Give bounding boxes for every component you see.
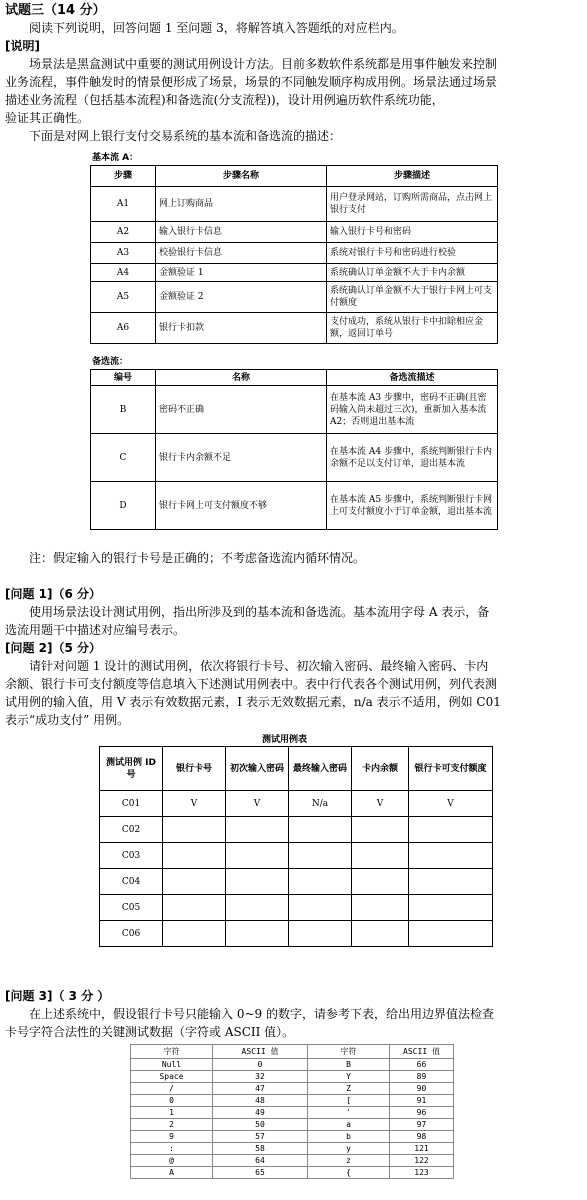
- table-header: 步骤描述: [327, 166, 498, 187]
- table-cell: 支付成功，系统从银行卡中扣除相应金额，返回订单号: [327, 313, 498, 344]
- q3-line: 在上述系统中，假设银行卡号只能输入 0~9 的数字，请参考下表，给出用边界值法检查: [29, 1007, 494, 1021]
- table-cell: 32: [213, 1071, 308, 1083]
- table-cell: 输入银行卡信息: [156, 222, 327, 243]
- table-cell: Z: [308, 1083, 390, 1095]
- q3-line: 卡号字符合法性的关键测试数据（字符或 ASCII 值）。: [5, 1025, 295, 1039]
- table-cell: 47: [213, 1083, 308, 1095]
- table-cell: @: [131, 1155, 213, 1167]
- table-cell: 89: [390, 1071, 454, 1083]
- paragraph-line: 场景法是黑盒测试中重要的测试用例设计方法。目前多数软件系统都是用事件触发来控制: [29, 57, 498, 71]
- table-header: 步骤名称: [156, 166, 327, 187]
- table-cell: V: [226, 791, 289, 817]
- table-cell: 在基本流 A5 步骤中，系统判断银行卡网上可支付额度小于订单金额，退出基本流: [327, 482, 498, 530]
- answer-cell: [289, 869, 352, 895]
- paragraph-line: 下面是对网上银行支付交易系统的基本流和备选流的描述：: [29, 129, 342, 143]
- alt-flow-table: [90, 369, 498, 530]
- table-cell: 49: [213, 1107, 308, 1119]
- table-cell: 66: [390, 1059, 454, 1071]
- table-cell: A1: [91, 187, 156, 222]
- question-title: 试题三（14 分）: [5, 3, 106, 18]
- q2-line: 试用例的输入值，用 V 表示有效数据元素，I 表示无效数据元素，n/a 表示不适用，例如 C01: [5, 695, 501, 709]
- answer-cell: [226, 895, 289, 921]
- table-cell: y: [308, 1143, 390, 1155]
- paragraph-line: 验证其正确性。: [5, 111, 90, 125]
- ascii-table: [130, 1044, 454, 1179]
- table-header: 银行卡号: [163, 747, 226, 791]
- table-cell: C01: [100, 791, 163, 817]
- table-cell: A3: [91, 243, 156, 264]
- table-cell: 121: [390, 1143, 454, 1155]
- table-cell: 0: [131, 1095, 213, 1107]
- table-cell: 系统对银行卡号和密码进行校验: [327, 243, 498, 264]
- table-cell: 9: [131, 1131, 213, 1143]
- table-cell: 90: [390, 1083, 454, 1095]
- answer-cell: [163, 843, 226, 869]
- paragraph-line: 描述业务流程（包括基本流程)和备选流(分支流程))，设计用例遍历软件系统功能，: [5, 93, 444, 107]
- answer-cell: [226, 869, 289, 895]
- table-header: 初次输入密码: [226, 747, 289, 791]
- table-cell: 98: [390, 1131, 454, 1143]
- table-cell: A6: [91, 313, 156, 344]
- answer-cell: [409, 895, 493, 921]
- table-cell: B: [308, 1059, 390, 1071]
- table-cell: 银行卡扣款: [156, 313, 327, 344]
- table-cell: N/a: [289, 791, 352, 817]
- table-cell: 122: [390, 1155, 454, 1167]
- table-cell: [: [308, 1095, 390, 1107]
- table-cell: 在基本流 A3 步骤中，密码不正确(且密码输入尚未超过三次)，重新加入基本流 A2；否则退出基本流: [327, 386, 498, 434]
- q1-line: 选流用题干中描述对应编号表示。: [5, 623, 186, 637]
- answer-cell: [163, 869, 226, 895]
- table-cell: C04: [100, 869, 163, 895]
- table-cell: 64: [213, 1155, 308, 1167]
- answer-cell: [409, 843, 493, 869]
- table-cell: 1: [131, 1107, 213, 1119]
- basic-flow-caption: 基本流 A：: [92, 153, 139, 163]
- table-header: 步骤: [91, 166, 156, 187]
- table-cell: A4: [91, 264, 156, 282]
- table-header: 名称: [156, 370, 327, 386]
- table-header: 测试用例 ID 号: [100, 747, 163, 791]
- answer-cell: [289, 817, 352, 843]
- table-cell: 输入银行卡号和密码: [327, 222, 498, 243]
- table-header: 字符: [131, 1045, 213, 1059]
- case-table-caption: 测试用例表: [262, 735, 308, 745]
- answer-cell: [352, 869, 409, 895]
- table-cell: {: [308, 1167, 390, 1179]
- table-cell: 银行卡内余额不足: [156, 434, 327, 482]
- table-cell: C02: [100, 817, 163, 843]
- q1-heading: [问题 1]（6 分）: [5, 587, 102, 601]
- table-header: 字符: [308, 1045, 390, 1059]
- table-cell: C05: [100, 895, 163, 921]
- answer-cell: [289, 921, 352, 947]
- table-cell: z: [308, 1155, 390, 1167]
- table-cell: D: [91, 482, 156, 530]
- table-cell: 50: [213, 1119, 308, 1131]
- basic-flow-table: [90, 165, 498, 344]
- table-cell: 97: [390, 1119, 454, 1131]
- table-cell: 65: [213, 1167, 308, 1179]
- table-header: 编号: [91, 370, 156, 386]
- answer-cell: [289, 843, 352, 869]
- table-cell: :: [131, 1143, 213, 1155]
- table-cell: A5: [91, 282, 156, 313]
- answer-cell: [352, 895, 409, 921]
- answer-cell: [352, 921, 409, 947]
- table-cell: 96: [390, 1107, 454, 1119]
- table-cell: Y: [308, 1071, 390, 1083]
- table-cell: 密码不正确: [156, 386, 327, 434]
- answer-cell: [163, 817, 226, 843]
- table-cell: 校验银行卡信息: [156, 243, 327, 264]
- case-table: [99, 746, 493, 947]
- table-cell: /: [131, 1083, 213, 1095]
- table-cell: 123: [390, 1167, 454, 1179]
- table-cell: V: [409, 791, 493, 817]
- answer-cell: [409, 869, 493, 895]
- table-cell: 0: [213, 1059, 308, 1071]
- table-header: 银行卡可支付额度: [409, 747, 493, 791]
- table-cell: b: [308, 1131, 390, 1143]
- answer-cell: [226, 921, 289, 947]
- note-text: 注：假定输入的银行卡号是正确的；不考虑备选流内循环情况。: [29, 551, 366, 565]
- table-cell: C06: [100, 921, 163, 947]
- explain-heading: [说明]: [5, 39, 40, 53]
- table-cell: 91: [390, 1095, 454, 1107]
- table-cell: 48: [213, 1095, 308, 1107]
- table-cell: 在基本流 A4 步骤中，系统判断银行卡内余额不足以支付订单，退出基本流: [327, 434, 498, 482]
- answer-cell: [352, 843, 409, 869]
- table-cell: 58: [213, 1143, 308, 1155]
- intro-text: 阅读下列说明，回答问题 1 至问题 3，将解答填入答题纸的对应栏内。: [29, 21, 404, 35]
- table-cell: 网上订购商品: [156, 187, 327, 222]
- answer-cell: [226, 817, 289, 843]
- table-cell: 57: [213, 1131, 308, 1143]
- q2-line: 余额、银行卡可支付额度等信息填入下述测试用例表中。表中行代表各个测试用例，列代表测: [5, 677, 498, 691]
- table-cell: Space: [131, 1071, 213, 1083]
- table-header: 备选流描述: [327, 370, 498, 386]
- q3-heading: [问题 3]（ 3 分 ）: [5, 989, 110, 1003]
- table-cell: 金额验证 2: [156, 282, 327, 313]
- answer-cell: [163, 921, 226, 947]
- table-header: 卡内余额: [352, 747, 409, 791]
- q2-line: 请针对问题 1 设计的测试用例，依次将银行卡号、初次输入密码、最终输入密码、卡内: [29, 659, 489, 673]
- table-cell: 系统确认订单金额不大于卡内余额: [327, 264, 498, 282]
- table-cell: 银行卡网上可支付额度不够: [156, 482, 327, 530]
- q2-heading: [问题 2]（5 分）: [5, 641, 102, 655]
- table-header: ASCII 值: [213, 1045, 308, 1059]
- table-cell: 用户登录网站，订购所需商品，点击网上银行支付: [327, 187, 498, 222]
- table-cell: C03: [100, 843, 163, 869]
- table-cell: B: [91, 386, 156, 434]
- table-header: ASCII 值: [390, 1045, 454, 1059]
- q1-line: 使用场景法设计测试用例，指出所涉及到的基本流和备选流。基本流用字母 A 表示，备: [29, 605, 490, 619]
- answer-cell: [409, 921, 493, 947]
- table-cell: a: [308, 1119, 390, 1131]
- table-cell: ': [308, 1107, 390, 1119]
- table-cell: 2: [131, 1119, 213, 1131]
- q2-line: 表示“成功支付” 用例。: [5, 713, 130, 727]
- answer-cell: [163, 895, 226, 921]
- table-cell: A: [131, 1167, 213, 1179]
- paragraph-line: 业务流程，事件触发时的情景便形成了场景，场景的不同触发顺序构成用例。场景法通过场景: [5, 75, 498, 89]
- table-cell: Null: [131, 1059, 213, 1071]
- alt-flow-caption: 备选流：: [92, 357, 129, 367]
- answer-cell: [289, 895, 352, 921]
- table-header: 最终输入密码: [289, 747, 352, 791]
- table-cell: V: [352, 791, 409, 817]
- answer-cell: [226, 843, 289, 869]
- table-cell: V: [163, 791, 226, 817]
- answer-cell: [409, 817, 493, 843]
- answer-cell: [352, 817, 409, 843]
- table-cell: C: [91, 434, 156, 482]
- table-cell: 金额验证 1: [156, 264, 327, 282]
- table-cell: 系统确认订单金额不大于银行卡网上可支付额度: [327, 282, 498, 313]
- table-cell: A2: [91, 222, 156, 243]
